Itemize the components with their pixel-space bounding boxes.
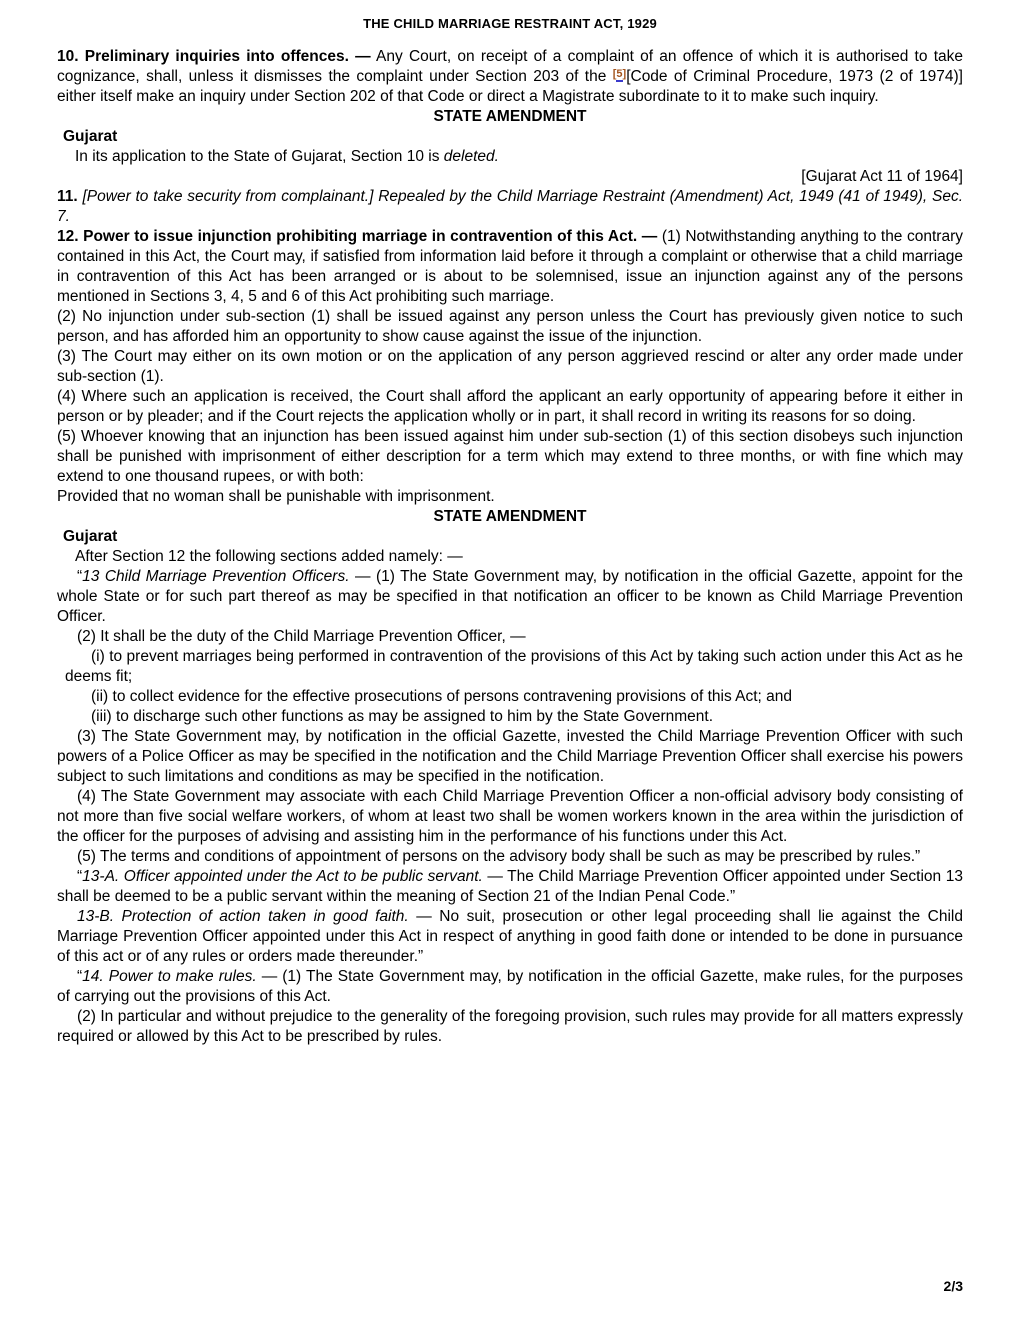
footnote-bracket-open: [	[612, 68, 617, 80]
section-12-heading: 12. Power to issue injunction prohibiting marriage in contravention of this Act. —	[57, 228, 658, 245]
section-14-open-quote: “	[77, 968, 83, 985]
paragraph-section-13-sub5: (5) The terms and conditions of appointment of persons on the advisory body shall be such as may be prescribed by rules.”	[77, 848, 921, 865]
footnote-5-link[interactable]	[613, 68, 626, 82]
section-14-dash: —	[261, 968, 278, 985]
state-amendment-heading-1: STATE AMENDMENT	[433, 108, 587, 125]
paragraph-section-14	[57, 967, 963, 1007]
deleted-word: deleted.	[443, 148, 499, 165]
section-13a-title: 13-A. Officer appointed under the Act to be public servant.	[82, 868, 483, 885]
section-12-sub1: (1) Notwithstanding anything to the contrary contained in this Act, the Court may, if satisfied from information laid before it through a complaint or otherwise that a child marriage in contravention of this Act has been arranged or is about to be solemnised, issue an injunction against any of the persons mentioned in Sections 3, 4, 5 and 6 of this Act prohibiting such marriage.	[57, 228, 963, 305]
gujarat-application-text: In its application to the State of Gujarat, Section 10 is	[75, 148, 440, 165]
section-10-text-post: [Code of Criminal Procedure, 1973 (2 of 1974)] either itself make an inquiry under Section 202 of that Code or direct a Magistrate subordinate to it to make such inquiry.	[57, 68, 963, 105]
section-13b-title: 13-B. Protection of action taken in good faith.	[77, 908, 409, 925]
page-number: 2/3	[943, 1278, 963, 1294]
section-11-repealed-title: [Power to take security from complainant.]	[82, 188, 374, 205]
gujarat-application-line	[57, 147, 963, 167]
paragraph-section-14-sub2: (2) In particular and without prejudice to the generality of the foregoing provision, such rules may provide for all matters expressly required or allowed by this Act to be prescribed by rules.	[57, 1008, 963, 1045]
footnote-number: 5	[616, 68, 623, 80]
state-name-gujarat-2: Gujarat	[63, 528, 118, 545]
paragraph-section-13b	[57, 907, 963, 967]
section-14-sub1: (1) The State Government may, by notification in the official Gazette, make rules, for the purposes of carrying out the provisions of this Act.	[57, 968, 963, 1005]
paragraph-section-13a	[57, 867, 963, 907]
section-13-open-quote: “	[77, 568, 83, 585]
footnote-bracket-close: ]	[622, 68, 627, 80]
state-amendment-heading-2: STATE AMENDMENT	[433, 508, 587, 525]
section-11-number: 11.	[57, 188, 78, 205]
section-13b-dash: —	[416, 908, 432, 925]
paragraph-section-13	[57, 567, 963, 627]
paragraph-section-13-sub2: (2) It shall be the duty of the Child Marriage Prevention Officer, —	[77, 628, 526, 645]
paragraph-section-12-sub2: (2) No injunction under sub-section (1) shall be issued against any person unless the Court has previously given notice to such person, and has afforded him an opportunity to show cause against the issue of the injunction.	[57, 308, 963, 345]
paragraph-section-12-sub4: (4) Where such an application is received, the Court shall afford the applicant an early opportunity of appearing before it either in person or by pleader; and if the Court rejects the application wholly or in part, it shall record in writing its reasons for so doing.	[57, 388, 963, 425]
section-13-dash: —	[355, 568, 371, 585]
paragraph-section-13-sub4: (4) The State Government may associate with each Child Marriage Prevention Officer a non-official advisory body consisting of not more than five social welfare workers, of whom at least two shall be women workers known in the area within the jurisdiction of the officer for the purposes of advising and assisting him in the performance of his functions under this Act.	[57, 788, 963, 845]
paragraph-section-13-sub3: (3) The State Government may, by notification in the official Gazette, invested the Child Marriage Prevention Officer with such powers of a Police Officer as may be specified in the notification and the Child Marriage Prevention Officer shall exercise his powers subject to such limitations and conditions as may be specified in the notification.	[57, 728, 963, 785]
paragraph-section-12	[57, 227, 963, 307]
paragraph-section-12-sub3: (3) The Court may either on its own motion or on the application of any person aggrieved rescind or alter any order made under sub-section (1).	[57, 348, 963, 385]
section-13a-open-quote: “	[77, 868, 83, 885]
state-name-gujarat-1: Gujarat	[63, 128, 118, 145]
paragraph-section-12-proviso: Provided that no woman shall be punishable with imprisonment.	[57, 488, 495, 505]
section-13-item-i: (i) to prevent marriages being performed in contravention of the provisions of this Act by taking such action under this Act as he deems fit;	[65, 648, 963, 685]
section-11-repealed-note: Repealed by the Child Marriage Restraint (Amendment) Act, 1949 (41 of 1949), Sec. 7.	[57, 188, 964, 225]
paragraph-section-11	[57, 187, 963, 227]
section-10-heading: 10. Preliminary inquiries into offences. —	[57, 48, 371, 65]
section-13-sub1: (1) The State Government may, by notification in the official Gazette, appoint for the whole State or for such part thereof as may be specified in that notification an officer to be known as Child Marriage Prevention Officer.	[57, 568, 963, 625]
section-13b-body: No suit, prosecution or other legal proceeding shall lie against the Child Marriage Prevention Officer appointed under this Act in respect of anything in good faith done or intended to be done in pursuance of this act or of any rules or orders made thereunder.”	[57, 908, 963, 965]
section-14-title: 14. Power to make rules.	[82, 968, 257, 985]
section-13-item-iii: (iii) to discharge such other functions as may be assigned to him by the State Government.	[91, 708, 714, 725]
gujarat-act-reference: [Gujarat Act 11 of 1964]	[801, 168, 963, 185]
section-13-item-ii: (ii) to collect evidence for the effective prosecutions of persons contravening provisions of this Act; and	[91, 688, 793, 705]
paragraph-section-10	[57, 47, 963, 107]
amendment-intro-line: After Section 12 the following sections added namely: —	[75, 548, 463, 565]
section-10-text-pre: Any Court, on receipt of a complaint of an offence of which it is authorised to take cognizance, shall, unless it dismisses the complaint under Section 203 of the	[57, 48, 964, 85]
section-13-title: 13 Child Marriage Prevention Officers.	[82, 568, 350, 585]
section-13a-body: The Child Marriage Prevention Officer appointed under Section 13 shall be deemed to be a public servant within the meaning of Section 21 of the Indian Penal Code.”	[57, 868, 963, 905]
section-13a-dash: —	[487, 868, 503, 885]
paragraph-section-12-sub5: (5) Whoever knowing that an injunction has been issued against him under sub-section (1) of this section disobeys such injunction shall be punished with imprisonment of either description for a term which may extend to three months, or with fine which may extend to one thousand rupees, or with both:	[57, 428, 963, 485]
document-title: THE CHILD MARRIAGE RESTRAINT ACT, 1929	[363, 16, 657, 31]
